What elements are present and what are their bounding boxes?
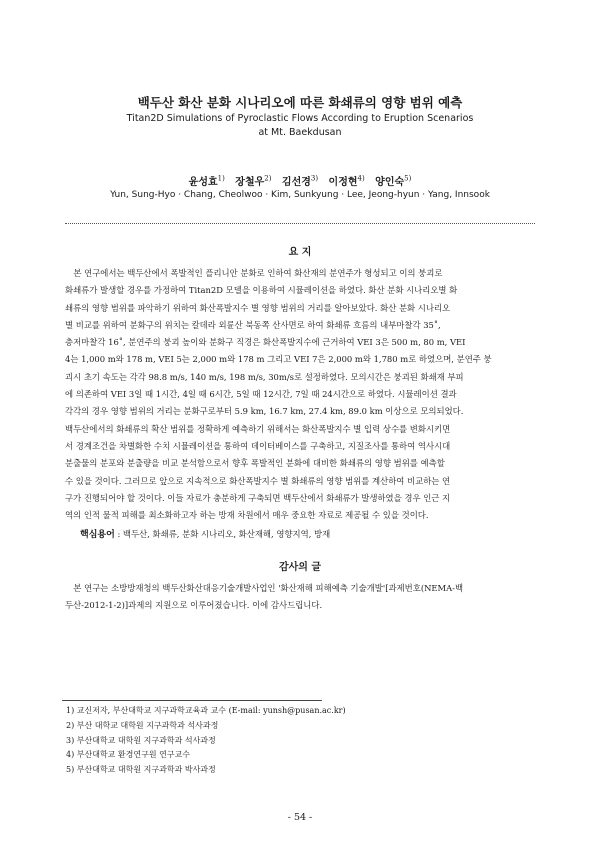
abstract-heading: 요 지 <box>288 247 312 258</box>
keywords-label: 핵심용어 <box>80 530 115 540</box>
acknowledgement-line: 두산-2012-1-2)]과제의 지원으로 이루어졌습니다. 이에 감사드립니다. <box>65 600 323 611</box>
footnote: 5) 부산대학교 대학원 지구과학과 박사과정 <box>66 765 216 775</box>
paper-title-english-line1: Titan2D Simulations of Pyroclastic Flows According to Eruption Scenarios <box>126 113 474 124</box>
authors-english: Yun, Sung-Hyo · Chang, Cheolwoo · Kim, Sunkyung · Lee, Jeong-hyun · Yang, Innsook <box>110 190 490 200</box>
keywords <box>80 527 535 540</box>
footnote: 2) 부산 대학교 대학원 지구과학과 석사과정 <box>66 720 219 730</box>
author-1: 윤성효$^{1)}$ <box>188 174 225 188</box>
abstract-line: 쇄류의 영향 범위를 파악하기 위하여 화산폭발지수 별 영향 범위의 거리를 알아보았다. 화산 분화 시나리오 <box>65 302 451 313</box>
abstract-line: 분출물의 분포와 분출량을 비교 분석함으로서 향후 폭발적인 분화에 대비한 화쇄류의 영향 범위를 예측할 <box>65 458 445 469</box>
author-2: 장철우$^{2)}$ <box>235 174 272 188</box>
abstract-line: 역의 인적 물적 피해를 최소화하고자 하는 방재 차원에서 매우 중요한 자료로 제공될 수 있을 것이다. <box>65 510 429 521</box>
author-4: 이정현$^{4)}$ <box>328 174 365 188</box>
page-number: - 54 - <box>287 812 313 823</box>
footnote: 4) 부산대학교 환경연구원 연구교수 <box>66 750 191 760</box>
abstract-line: 구가 진행되어야 할 것이다. 이들 자료가 충분하게 구축되면 백두산에서 화쇄류가 발생하였을 경우 인근 지 <box>65 492 451 503</box>
paper-title-english <box>0 112 600 140</box>
authors-korean <box>0 173 600 188</box>
acknowledgement-line: 본 연구는 소방방재청의 백두산화산대응기술개발사업인 '화산재해 피해예측 기술개발'[과제번호(NEMA-백 <box>65 583 464 593</box>
footnote-divider <box>62 700 322 701</box>
abstract-line: 괴시 초기 속도는 각각 98.8 m/s, 140 m/s, 198 m/s, 30m/s로 설정하였다. 모의시간은 붕괴된 화쇄재 부피 <box>65 371 464 382</box>
abstract-line: 서 경계조건을 차별화한 수치 시뮬레이션을 통하여 데이터베이스를 구축하고, 지질조사를 통하여 역사시대 <box>65 440 451 451</box>
footnote: 1) 교신저자, 부산대학교 지구과학교육과 교수 (E-mail: yunsh@pusan.ac.kr) <box>66 706 346 715</box>
abstract-line: 층저마찰각 16˚, 분연주의 붕괴 높이와 분화구 직경은 화산폭발지수에 근거하여 VEI 3은 500 m, 80 m, VEI <box>65 337 466 348</box>
author-3: 김선경$^{3)}$ <box>281 174 319 188</box>
paper-title-english-line2: at Mt. Baekdusan <box>258 127 342 138</box>
abstract-line: 4는 1,000 m와 178 m, VEI 5는 2,000 m와 178 m 그리고 VEI 7은 2,000 m와 1,780 m로 하였으며, 분연주 붕 <box>65 354 492 365</box>
abstract-line: 본 연구에서는 백두산에서 폭발적인 플리니안 분화로 인하여 화산재의 분연주가 형성되고 이의 붕괴로 <box>65 268 443 278</box>
author-5: 양인숙$^{5)}$ <box>375 174 412 188</box>
keywords-list: : 백두산, 화쇄류, 분화 시나리오, 화산재해, 영향지역, 방재 <box>114 529 331 539</box>
abstract-body <box>65 265 538 524</box>
footnote: 3) 부산대학교 대학원 지구과학과 석사과정 <box>66 735 216 745</box>
paper-title-korean: 백두산 화산 분화 시나리오에 따른 화쇄류의 영향 범위 예측 <box>137 95 463 110</box>
abstract-line: 에 의존하여 VEI 3일 때 1시간, 4일 때 6시간, 5일 때 12시간, 7일 때 24시간으로 하였다. 시뮬레이션 결과 <box>65 389 457 400</box>
acknowledgement-body <box>65 580 538 615</box>
header-divider <box>65 223 535 224</box>
abstract-line: 별 비교를 위하여 분화구의 위치는 칼데라 외륜산 북동쪽 산사면로 하여 화쇄류 흐름의 내부마찰각 35˚, <box>65 319 441 330</box>
abstract-line: 수 있을 것이다. 그러므로 앞으로 지속적으로 화산폭발지수 별 화쇄류의 영향 범위를 계산하여 비교하는 연 <box>65 475 451 486</box>
abstract-line: 각각의 경우 영향 범위의 거리는 분화구로부터 5.9 km, 16.7 km, 27.4 km, 89.0 km 이상으로 모의되었다. <box>65 406 464 417</box>
acknowledgement-heading: 감사의 글 <box>278 562 322 573</box>
abstract-line: 백두산에서의 화쇄류의 확산 범위를 정확하게 예측하기 위해서는 화산폭발지수 별 입력 상수를 변화시키면 <box>65 423 451 434</box>
footnotes <box>66 704 526 778</box>
abstract-line: 화쇄류가 발생할 경우를 가정하여 Titan2D 모델을 이용하여 시뮬레이션을 하였다. 화산 분화 시나리오별 화 <box>65 285 458 296</box>
